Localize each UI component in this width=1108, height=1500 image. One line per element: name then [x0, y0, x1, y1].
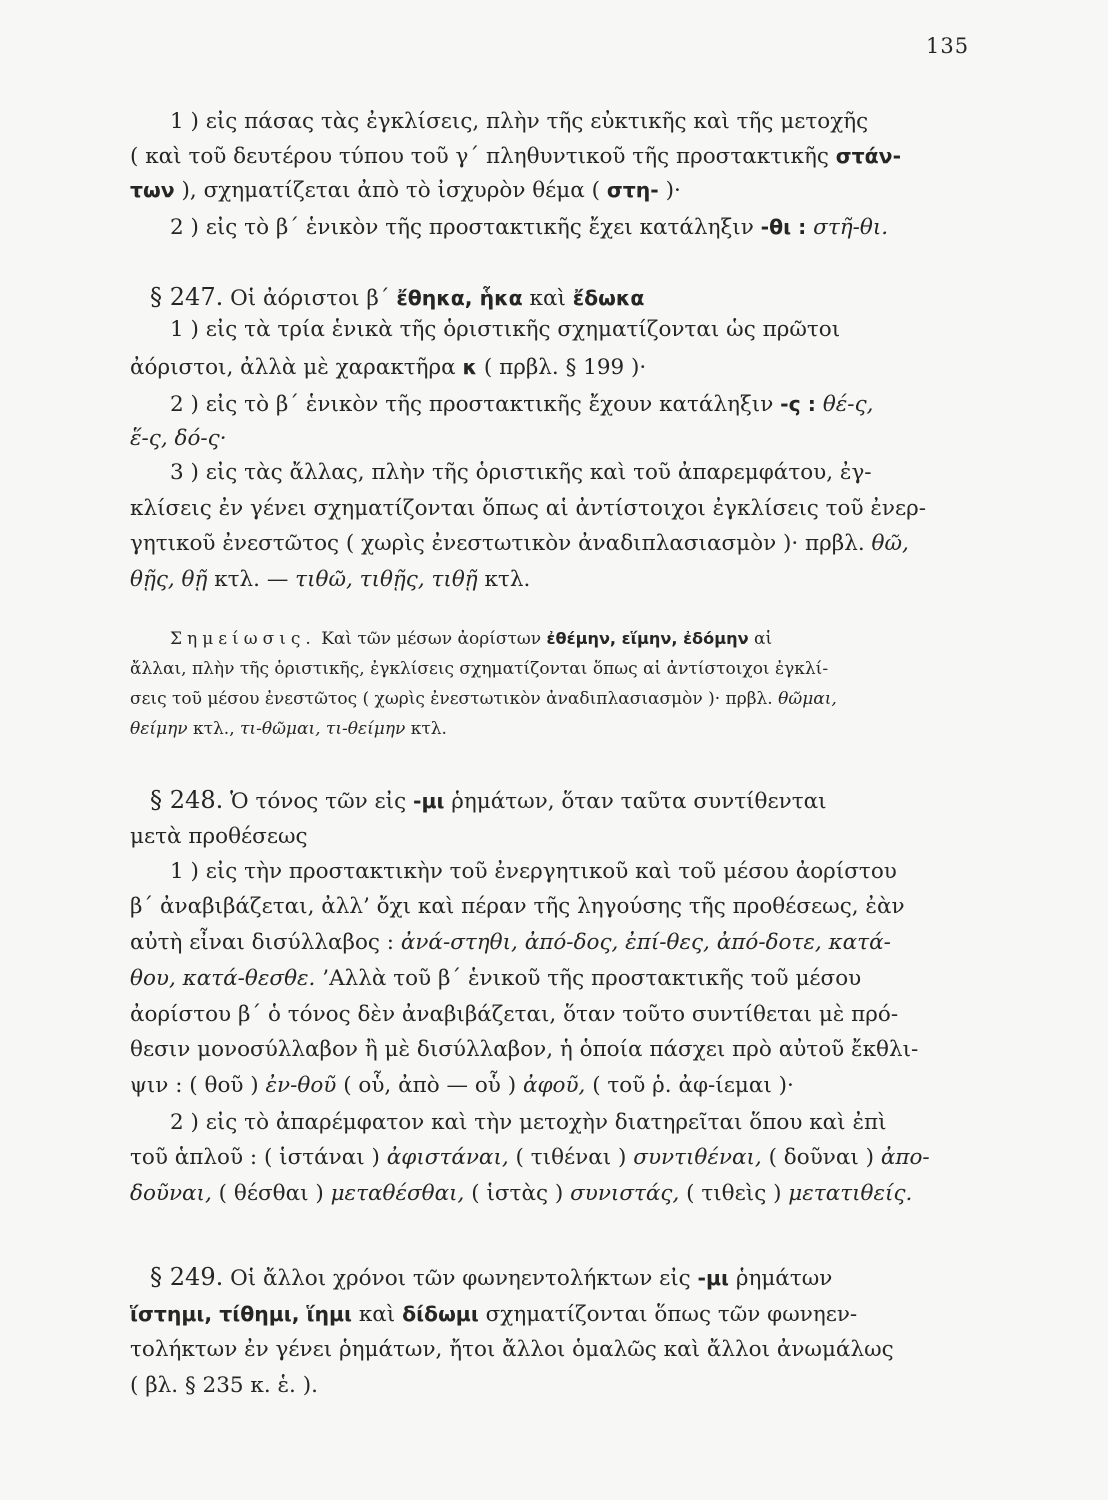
text-run: ἔθηκα, ἧκα: [396, 286, 523, 310]
section-number: § 247.: [150, 283, 224, 311]
text-run: θῶμαι,: [778, 689, 837, 709]
text-run: θέ-ς,: [815, 392, 874, 417]
text-run: των: [130, 178, 175, 202]
text-run: -μι: [412, 789, 445, 813]
text-run: Καὶ τῶν μέσων ἀορίστων: [315, 629, 547, 649]
text-run: Ὁ τόνος τῶν εἰς: [223, 789, 413, 814]
text-run: -μι: [697, 1266, 729, 1290]
text-line: [130, 1071, 794, 1101]
text-line: [130, 494, 926, 524]
text-run: 2 ) εἰς τὸ β΄ ἑνικὸν τῆς προστακτικῆς ἔχουν κατάληξιν: [170, 392, 781, 417]
text-run: μεταθέσθαι,: [330, 1181, 465, 1206]
text-run: Σημείωσις.: [170, 629, 316, 649]
text-line: [170, 458, 872, 488]
text-run: ἀορίστου β΄ ὁ τόνος δὲν ἀναβιβάζεται, ὅταν τοῦτο συντίθεται μὲ πρό-: [130, 1002, 899, 1027]
text-run: ( καὶ τοῦ δευτέρου τύπου τοῦ γ΄ πληθυντικοῦ τῆς προστακτικῆς: [130, 144, 836, 169]
text-line: [130, 1000, 898, 1030]
text-line: [130, 928, 891, 958]
text-line: [170, 857, 897, 887]
text-run: τολήκτων ἐν γένει ῥημάτων, ἤτοι ἄλλοι ὁμαλῶς καὶ ἄλλοι ἀνωμάλως: [130, 1337, 894, 1362]
text-run: 1 ) εἰς τὰ τρία ἑνικὰ τῆς ὁριστικῆς σχηματίζονται ὡς πρῶτοι: [170, 317, 841, 342]
text-run: )·: [658, 178, 681, 203]
text-line: [130, 1179, 912, 1209]
text-line: [130, 1035, 918, 1065]
text-run: -θι :: [760, 215, 807, 239]
text-run: κτλ.,: [187, 719, 241, 739]
text-run: ( δοῦναι ): [761, 1145, 881, 1170]
text-run: 2 ) εἰς τὸ ἀπαρέμφατον καὶ τὴν μετοχὴν διατηρεῖται ὅπου καὶ ἐπὶ: [170, 1110, 887, 1135]
text-line: [130, 175, 681, 206]
text-run: ῥημάτων, ὅταν ταῦτα συντίθενται: [444, 789, 827, 814]
text-run: ( βλ. § 235 κ. ἑ. ).: [130, 1373, 318, 1398]
text-run: ( πρβλ. § 199 )·: [477, 355, 647, 380]
text-run: θεσιν μονοσύλλαβον ἢ μὲ δισύλλαβον, ἡ ὁποία πάσχει πρὸ αὐτοῦ ἔκθλι-: [130, 1037, 919, 1062]
text-run: ( θέσθαι ): [211, 1181, 331, 1206]
text-run: κτλ. —: [207, 567, 296, 592]
text-run: ῥημάτων: [728, 1266, 833, 1291]
text-run: ( οὗ, ἀπὸ — οὗ ): [336, 1073, 523, 1098]
text-run: τιθῶ, τιθῇς, τιθῇ: [295, 567, 478, 592]
text-line: [130, 141, 901, 172]
text-run: κτλ.: [405, 719, 447, 739]
text-run: σχηματίζονται ὅπως τῶν φωνηεν-: [478, 1302, 858, 1327]
text-run: ἀόριστοι, ἀλλὰ μὲ χαρακτῆρα: [130, 355, 463, 380]
text-line: [130, 565, 530, 595]
text-line: [170, 1108, 887, 1138]
text-run: ( τιθέναι ): [508, 1145, 634, 1170]
text-run: Οἱ ἄλλοι χρόνοι τῶν φωνηεντολήκτων εἰς: [223, 1266, 698, 1291]
text-run: θῶ,: [871, 531, 909, 556]
text-run: στη-: [606, 178, 659, 202]
text-run: ), σχηματίζεται ἀπὸ τὸ ἰσχυρὸν θέμα (: [174, 178, 607, 203]
text-run: 1 ) εἰς τὴν προστακτικὴν τοῦ ἐνεργητικοῦ καὶ τοῦ μέσου ἀορίστου: [170, 859, 897, 884]
text-line: [170, 212, 888, 243]
text-run: καὶ: [352, 1302, 403, 1327]
text-line: [170, 315, 840, 345]
text-line: [130, 1371, 318, 1401]
text-line: [150, 1262, 832, 1294]
text-run: καὶ: [522, 286, 573, 311]
text-run: 2 ) εἰς τὸ β΄ ἑνικὸν τῆς προστακτικῆς ἔχει κατάληξιν: [170, 215, 761, 240]
section-number: § 248.: [150, 786, 224, 814]
text-run: -ς :: [780, 392, 816, 416]
text-line: [130, 424, 227, 454]
text-line: [130, 657, 828, 681]
text-line: [150, 785, 827, 817]
text-run: ’Αλλὰ τοῦ β΄ ἑνικοῦ τῆς προστακτικῆς τοῦ μέσου: [315, 966, 862, 991]
text-run: ἵστημι, τίθημι, ἵημι: [130, 1302, 353, 1326]
text-line: [130, 892, 905, 922]
text-run: ( ἱστὰς ): [464, 1181, 571, 1206]
text-line: [130, 687, 837, 711]
text-line: [130, 822, 308, 852]
text-run: ( τιθεὶς ): [679, 1181, 789, 1206]
text-line: [130, 1143, 930, 1173]
text-run: συντιθέναι,: [633, 1145, 762, 1170]
text-run: τι-θῶμαι, τι-θείμην: [240, 719, 406, 739]
text-run: στάν-: [835, 144, 902, 168]
text-run: θείμην: [130, 719, 188, 739]
text-run: μετατιθείς.: [788, 1181, 913, 1206]
text-run: μετὰ προθέσεως: [130, 824, 308, 849]
text-run: ἔδωκα: [572, 286, 645, 310]
text-run: τοῦ ἁπλοῦ : ( ἱστάναι ): [130, 1145, 387, 1170]
text-run: Οἱ ἀόριστοι β΄: [223, 286, 397, 311]
text-run: ἀνά-στηθι, ἀπό-δος, ἐπί-θες, ἀπό-δοτε, κατά-: [400, 930, 891, 955]
text-run: β΄ ἀναβιβάζεται, ἀλλ’ ὄχι καὶ πέραν τῆς ληγούσης τῆς προθέσεως, ἐὰν: [130, 894, 905, 919]
text-run: στῆ-θι.: [806, 215, 889, 240]
section-number: § 249.: [150, 1263, 224, 1291]
text-run: 1 ) εἰς πάσας τὰς ἐγκλίσεις, πλὴν τῆς εὐκτικῆς καὶ τῆς μετοχῆς: [170, 109, 869, 134]
text-line: [170, 627, 772, 651]
text-run: κτλ.: [477, 567, 531, 592]
text-line: [130, 1299, 857, 1330]
text-run: ἐθέμην, εἵμην, ἐδόμην: [546, 629, 749, 648]
text-run: θου, κατά-θεσθε.: [130, 966, 316, 991]
text-run: κ: [462, 355, 478, 379]
text-run: αἱ: [748, 629, 773, 649]
text-run: αὐτὴ εἶναι δισύλλαβος :: [130, 930, 401, 955]
text-line: [130, 529, 909, 559]
text-line: [130, 964, 861, 994]
text-run: ( τοῦ ῥ. ἀφ-ίεμαι )·: [585, 1073, 794, 1098]
page-number: 135: [926, 34, 970, 58]
text-run: κλίσεις ἐν γένει σχηματίζονται ὅπως αἱ ἀντίστοιχοι ἐγκλίσεις τοῦ ἐνερ-: [130, 496, 927, 521]
text-run: 3 ) εἰς τὰς ἄλλας, πλὴν τῆς ὁριστικῆς καὶ τοῦ ἀπαρεμφάτου, ἐγ-: [170, 460, 872, 485]
text-line: [170, 389, 873, 420]
text-run: ἄλλαι, πλὴν τῆς ὁριστικῆς, ἐγκλίσεις σχηματίζονται ὅπως αἱ ἀντίστοιχοι ἐγκλί-: [130, 659, 829, 679]
text-run: γητικοῦ ἐνεστῶτος ( χωρὶς ἐνεστωτικὸν ἀναδιπλασιασμὸν )· πρβλ.: [130, 531, 872, 556]
text-run: ἐν-θοῦ: [265, 1073, 337, 1098]
text-line: [130, 1335, 894, 1365]
text-run: ἀφοῦ,: [522, 1073, 586, 1098]
text-run: ἕ-ς, δό-ς·: [130, 426, 227, 451]
text-run: συνιστάς,: [570, 1181, 680, 1206]
text-run: ψιν : ( θοῦ ): [130, 1073, 266, 1098]
text-run: δοῦναι,: [130, 1181, 212, 1206]
text-line: [170, 107, 868, 137]
text-line: [150, 282, 644, 314]
text-line: [130, 352, 646, 383]
text-run: σεις τοῦ μέσου ἐνεστῶτος ( χωρὶς ἐνεστωτικὸν ἀναδιπλασιασμὸν )· πρβλ.: [130, 689, 779, 709]
text-run: δίδωμι: [402, 1302, 479, 1326]
text-run: θῇς, θῇ: [130, 567, 208, 592]
text-run: ἀφιστάναι,: [386, 1145, 509, 1170]
text-line: [130, 717, 447, 741]
text-run: ἀπο-: [880, 1145, 930, 1170]
